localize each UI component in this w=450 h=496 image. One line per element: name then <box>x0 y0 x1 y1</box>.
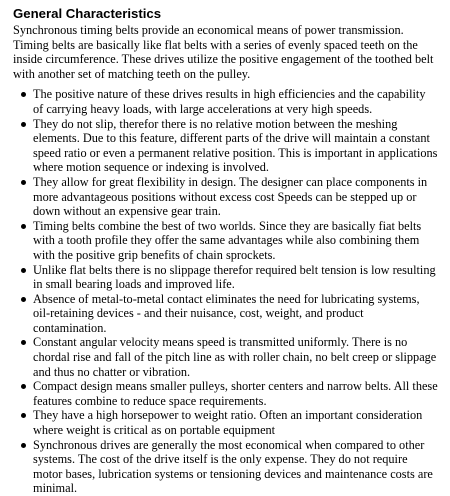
list-item <box>33 335 442 379</box>
bullet-icon <box>21 224 26 229</box>
list-item-text: Timing belts combine the best of two worlds. Since they are basically fiat belts with a tooth profile they offer the same advantages while also combining them with the positive grip benefits of chain sprockets. <box>33 218 422 262</box>
bullet-icon <box>21 268 26 273</box>
list-item <box>33 263 442 292</box>
bullet-icon <box>21 443 26 448</box>
list-item <box>33 87 442 116</box>
bullet-icon <box>21 122 26 127</box>
list-item <box>33 438 442 496</box>
intro-paragraph: Synchronous timing belts provide an economical means of power transmission. Timing belts are basically like flat belts with a series of evenly spaced teeth on the inside circumference. These drives utilize the positive engagement of the toothed belt with another set of matching teeth on the pulley. <box>13 23 434 81</box>
list-item <box>33 219 442 263</box>
list-item-text: Synchronous drives are generally the most economical when compared to other systems. The cost of the drive itself is the only expense. They do not require motor bases, lubrication systems or tensioning devices and maintenance costs are minimal. <box>33 437 433 496</box>
list-item-text: Absence of metal-to-metal contact eliminates the need for lubricating systems, oil-retaining devices - and their nuisance, cost, weight, and product contamination. <box>33 291 420 335</box>
list-item-text: Constant angular velocity means speed is transmitted uniformly. There is no chordal rise and fall of the pitch line as with roller chain, no belt creep or slippage and thus no chatter or vibration. <box>33 335 437 379</box>
bullet-icon <box>21 384 26 389</box>
list-item-text: They allow for great flexibility in design. The designer can place components in more advantageous positions without excess cost Speeds can be stepped up or down without an expensive gear train. <box>33 174 428 219</box>
list-item <box>33 379 442 408</box>
list-item <box>33 175 442 219</box>
list-item-text: Unlike flat belts there is no slippage therefor required belt tension is low resulting in small bearing loads and improved life. <box>33 262 436 292</box>
list-item-text: They have a high horsepower to weight ratio. Often an important consideration where weight is critical as on portable equipment <box>33 408 423 438</box>
characteristics-list <box>13 87 442 496</box>
bullet-icon <box>21 340 26 345</box>
section-heading: General Characteristics <box>13 6 162 21</box>
list-item-text: The positive nature of these drives results in high efficiencies and the capability of carrying heavy loads, with large accelerations at very high speeds. <box>33 87 426 116</box>
list-item-text: Compact design means smaller pulleys, shorter centers and narrow belts. All these features combine to reduce space requirements. <box>33 379 438 408</box>
bullet-icon <box>21 92 26 97</box>
list-item <box>33 408 442 437</box>
list-item <box>33 292 442 336</box>
list-item <box>33 117 442 175</box>
list-item-text: They do not slip, therefor there is no relative motion between the meshing elements. Due to this feature, different parts of the drive will maintain a constant speed ratio or even a permanent relative position. This is important in applications where motion sequence or indexing is involved. <box>33 116 438 175</box>
bullet-icon <box>21 180 26 185</box>
bullet-icon <box>21 297 26 302</box>
bullet-icon <box>21 413 26 418</box>
